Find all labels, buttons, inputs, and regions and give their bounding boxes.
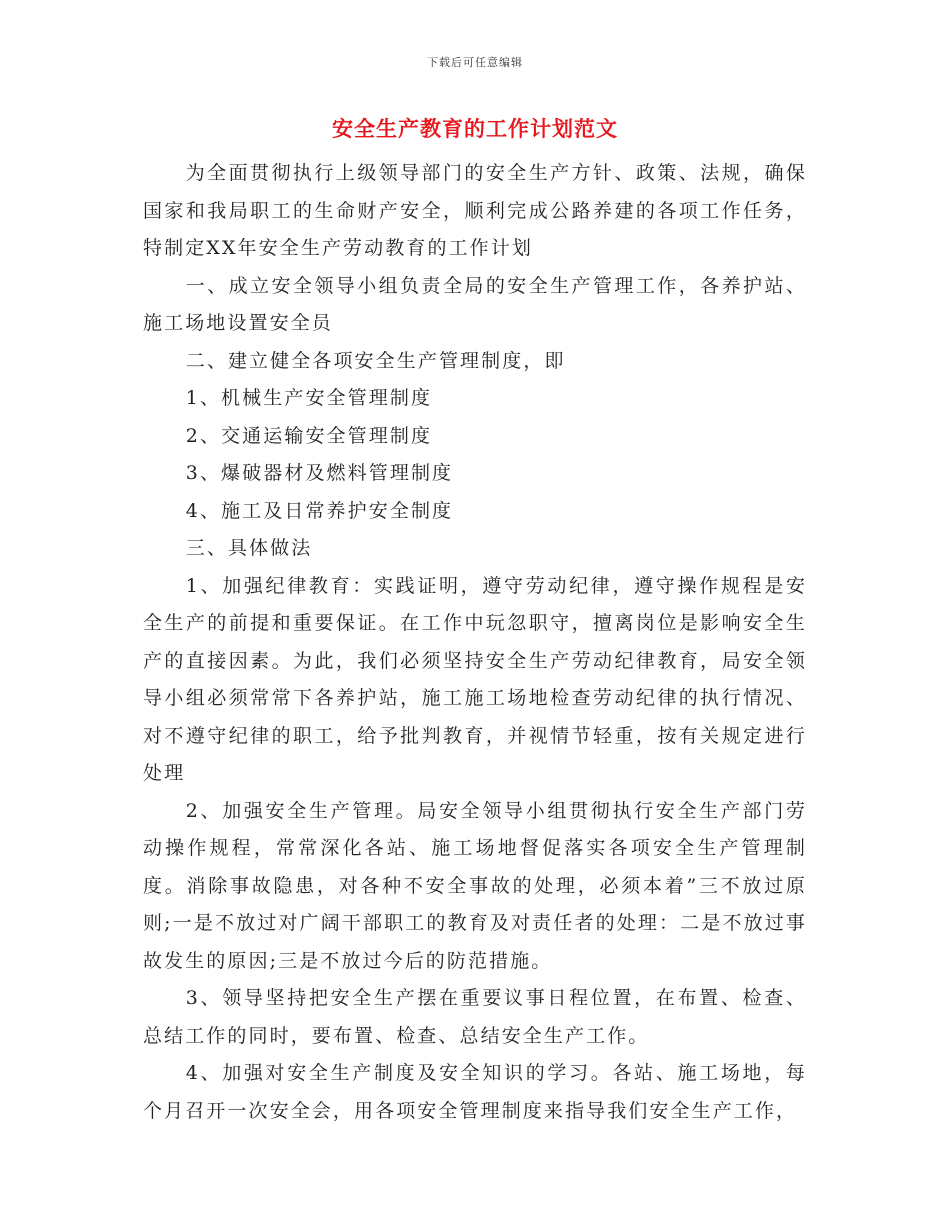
paragraph-method-2: 2、加强安全生产管理。局安全领导小组贯彻执行安全生产部门劳动操作规程，常常深化各站、施工场地督促落实各项安全生产管理制度。消除事故隐患，对各种不安全事故的处理，必须本着”三不放过原则;一是不放过对广阔干部职工的教育及对责任者的处理：二是不放过事故发生的原因;三是不放过今后的防范措施。 [143,799,807,972]
paragraph-method-1: 1、加强纪律教育：实践证明，遵守劳动纪律，遵守操作规程是安全生产的前提和重要保证。在工作中玩忽职守，擅离岗位是影响安全生产的直接因素。为此，我们必须坚持安全生产劳动纪律教育，局安全领导小组必须常常下各养护站，施工施工场地检查劳动纪律的执行情况、对不遵守纪律的职工，给予批判教育，并视情节轻重，按有关规定进行处理 [143,574,807,784]
paragraph-section-1: 一、成立安全领导小组负责全局的安全生产管理工作，各养护站、施工场地设置安全员 [143,274,807,334]
document-title: 安全生产教育的工作计划范文 [332,116,618,141]
paragraph-section-3: 三、具体做法 [185,537,313,559]
list-item-rule-2: 2、交通运输安全管理制度 [185,424,433,447]
list-item-rule-3: 3、爆破器材及燃料管理制度 [185,462,454,484]
paragraph-section-2: 二、建立健全各项安全生产管理制度，即 [185,349,566,372]
list-item-rule-4: 4、施工及日常养护安全制度 [185,499,454,522]
header-note: 下载后可任意编辑 [427,56,523,69]
paragraph-method-3: 3、领导坚持把安全生产摆在重要议事日程位置，在布置、检查、总结工作的同时，要布置、检查、总结安全生产工作。 [143,987,807,1047]
paragraph-method-4: 4、加强对安全生产制度及安全知识的学习。各站、施工场地，每个月召开一次安全会，用各项安全管理制度来指导我们安全生产工作， [143,1062,807,1122]
list-item-rule-1: 1、机械生产安全管理制度 [185,387,433,409]
document-body [143,155,807,1130]
paragraph-intro: 为全面贯彻执行上级领导部门的安全生产方针、政策、法规，确保国家和我局职工的生命财产安全，顺利完成公路养建的各项工作任务，特制定XX年安全生产劳动教育的工作计划 [143,162,807,259]
